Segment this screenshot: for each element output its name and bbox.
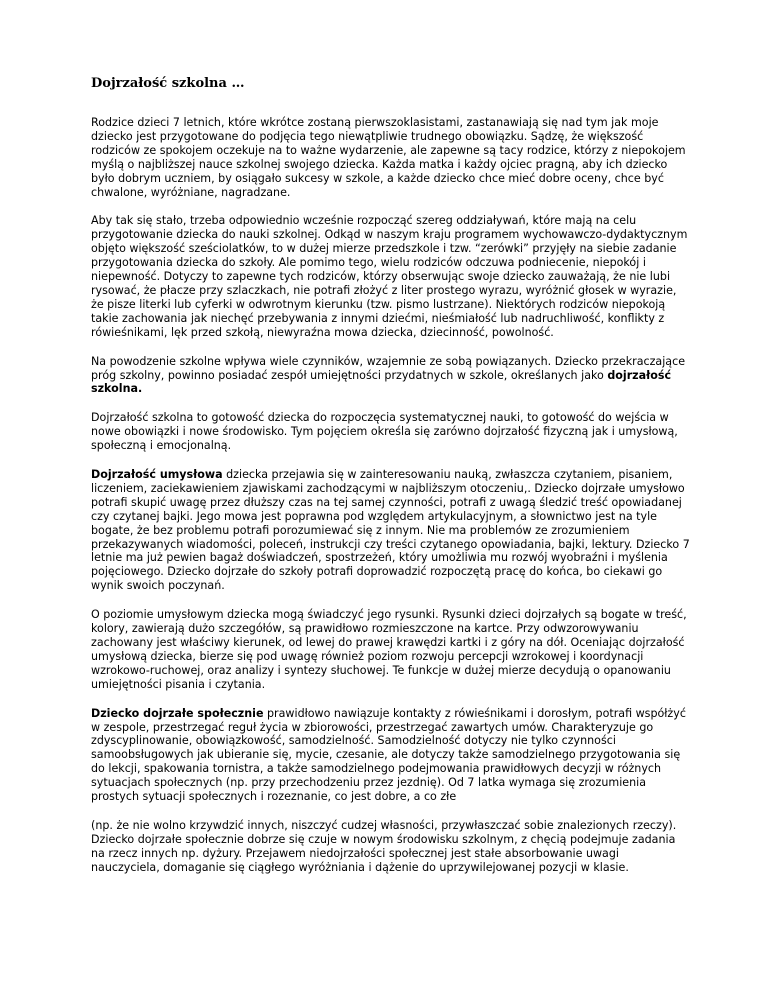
- paragraph-7-bold: Dziecko dojrzałe społecznie: [91, 706, 264, 720]
- paragraph-2-text: Aby tak się stało, trzeba odpowiednio wcześnie rozpocząć szereg oddziaływań, które mają na celu przygotowanie dziecka do nauki szkolnej. Odkąd w naszym kraju programem wychowawczo-dydaktycznym objęto większość sześciolatków, to w dużej mierze przedszkole i tzw. “zerówki” przyjęły na siebie zadanie przygotowania dziecka do szkoły. Ale pomimo tego, wielu rodziców odczuwa podniecenie, niepokój i niepewność. Dotyczy to zapewne tych rodziców, którzy obserwując swoje dziecko zauważają, że nie lubi rysować, że płacze przy szlaczkach, nie potrafi złożyć z liter prostego wyrazu, wyróżnić głosek w wyrazie, że pisze literki lub cyferki w odwrotnym kierunku (tzw. pismo lustrzane). Niektórych rodziców niepokoją takie zachowania jak niechęć przebywania z innymi dziećmi, nieśmiałość lub nadruchliwość, konflikty z rówieśnikami, lęk przed szkołą, niewyraźna mowa dziecka, dziecinność, powolność.: [91, 214, 688, 339]
- document-page: [91, 76, 691, 890]
- paragraph-5-bold: Dojrzałość umysłowa: [91, 468, 223, 482]
- paragraph-4: [91, 411, 691, 453]
- paragraph-6-text: O poziomie umysłowym dziecka mogą świadczyć jego rysunki. Rysunki dzieci dojrzałych są bogate w treść, kolory, zawierają dużo szczegółów, są prawidłowo rozmieszczone na kartce. Przy odwzorowywaniu zachowany jest właściwy kierunek, od lewej do prawej krawędzi kartki i z góry na dół. Oceniając dojrzałość umysłową dziecka, bierze się pod uwagę również poziom rozwoju percepcji wzrokowej i koordynacji wzrokowo-ruchowej, oraz analizy i syntezy słuchowej. Te funkcje w dużej mierze decydują o opanowaniu umiejętności pisania i czytania.: [91, 608, 687, 691]
- paragraph-5: [91, 468, 691, 593]
- paragraph-8-text: (np. że nie wolno krzywdzić innych, niszczyć cudzej własności, przywłaszczać sobie znalezionych rzeczy). Dziecko dojrzałe społecznie dobrze się czuje w nowym środowisku szkolnym, z chęcią podejmuje zadania na rzecz innych np. dyżury. Przejawem niedojrzałości społecznej jest stałe absorbowanie uwagi nauczyciela, domaganie się ciągłego wyróżniania i dążenie do uprzywilejowanej pozycji w klasie.: [91, 818, 677, 874]
- paragraph-7-text: prawidłowo nawiązuje kontakty z rówieśnikami i dorosłym, potrafi współżyć w zespole, przestrzegać reguł życia w zbiorowości, przestrzegać zawartych umów. Charakteryzuje go zdyscyplinowanie, obowiązkowość, samodzielność. Samodzielność dotyczy nie tylko czynności samoobsługowych jak ubieranie się, mycie, czesanie, ale dotyczy także samodzielnego przygotowania się do lekcji, spakowania tornistra, a także samodzielnego podejmowania prawidłowych decyzji w różnych sytuacjach społecznych (np. przy przechodzeniu przez jezdnię). Od 7 latka wymaga się zrozumienia prostych sytuacji społecznych i rozeznanie, co jest dobre, a co złe: [91, 706, 686, 804]
- paragraph-7: [91, 707, 691, 804]
- paragraph-1-text: Rodzice dzieci 7 letnich, które wkrótce zostaną pierwszoklasistami, zastanawiają się nad tym jak moje dziecko jest przygotowane do podjęcia tego niewątpliwie trudnego obowiązku. Sądzę, że większość rodziców ze spokojem oczekuje na to ważne wydarzenie, ale zapewne są tacy rodzice, którzy z niepokojem myślą o najbliższej nauce szkolnej swojego dziecka. Każda matka i każdy ojciec pragną, aby ich dziecko było dobrym uczniem, by osiągało sukcesy w szkole, a każde dziecko chce mieć dobre oceny, chce być chwalone, wyróżniane, nagradzane.: [91, 116, 686, 199]
- paragraph-6: [91, 608, 691, 691]
- paragraph-4-text: Dojrzałość szkolna to gotowość dziecka do rozpoczęcia systematycznej nauki, to gotowość do wejścia w nowe obowiązki i nowe środowisko. Tym pojęciem określa się zarówno dojrzałość fizyczną jak i umysłową, społeczną i emocjonalną.: [91, 411, 678, 453]
- paragraph-1: [91, 116, 691, 199]
- paragraph-3-bold-end: dojrzałość szkolna.: [91, 368, 672, 396]
- paragraph-8: [91, 819, 691, 875]
- document-title: Dojrzałość szkolna …: [91, 76, 245, 91]
- paragraph-5-text: dziecka przejawia się w zainteresowaniu nauką, zwłaszcza czytaniem, pisaniem, liczeniem, zaciekawieniem zjawiskami zachodzącymi w najbliższym otoczeniu,. Dziecko dojrzałe umysłowo potrafi skupić uwagę przez dłuższy czas na tej samej czynności, potrafi z uwagą śledzić treść opowiadanej czy czytanej bajki. Jego mowa jest poprawna pod względem artykulacyjnym, a słownictwo jest na tyle bogate, że bez problemu potrafi porozumiewać się z innym. Nie ma problemów ze zrozumieniem przekazywanych wiadomości, poleceń, instrukcji czy treści czytanego opowiadania, bajki, lektury. Dziecko 7 letnie ma już pewien bagaż doświadczeń, spostrzeżeń, który umożliwia mu rozwój wyobraźni i myślenia pojęciowego. Dziecko dojrzałe do szkoły potrafi doprowadzić rozpoczętą pracę do końca, bo ciekawi go wynik swoich poczynań.: [91, 468, 690, 593]
- paragraph-3-text: Na powodzenie szkolne wpływa wiele czynników, wzajemnie ze sobą powiązanych. Dziecko przekraczające próg szkolny, powinno posiadać zespół umiejętności przydatnych w szkole, określanych jako: [91, 354, 686, 382]
- paragraph-3: [91, 355, 691, 397]
- paragraph-2: [91, 214, 691, 339]
